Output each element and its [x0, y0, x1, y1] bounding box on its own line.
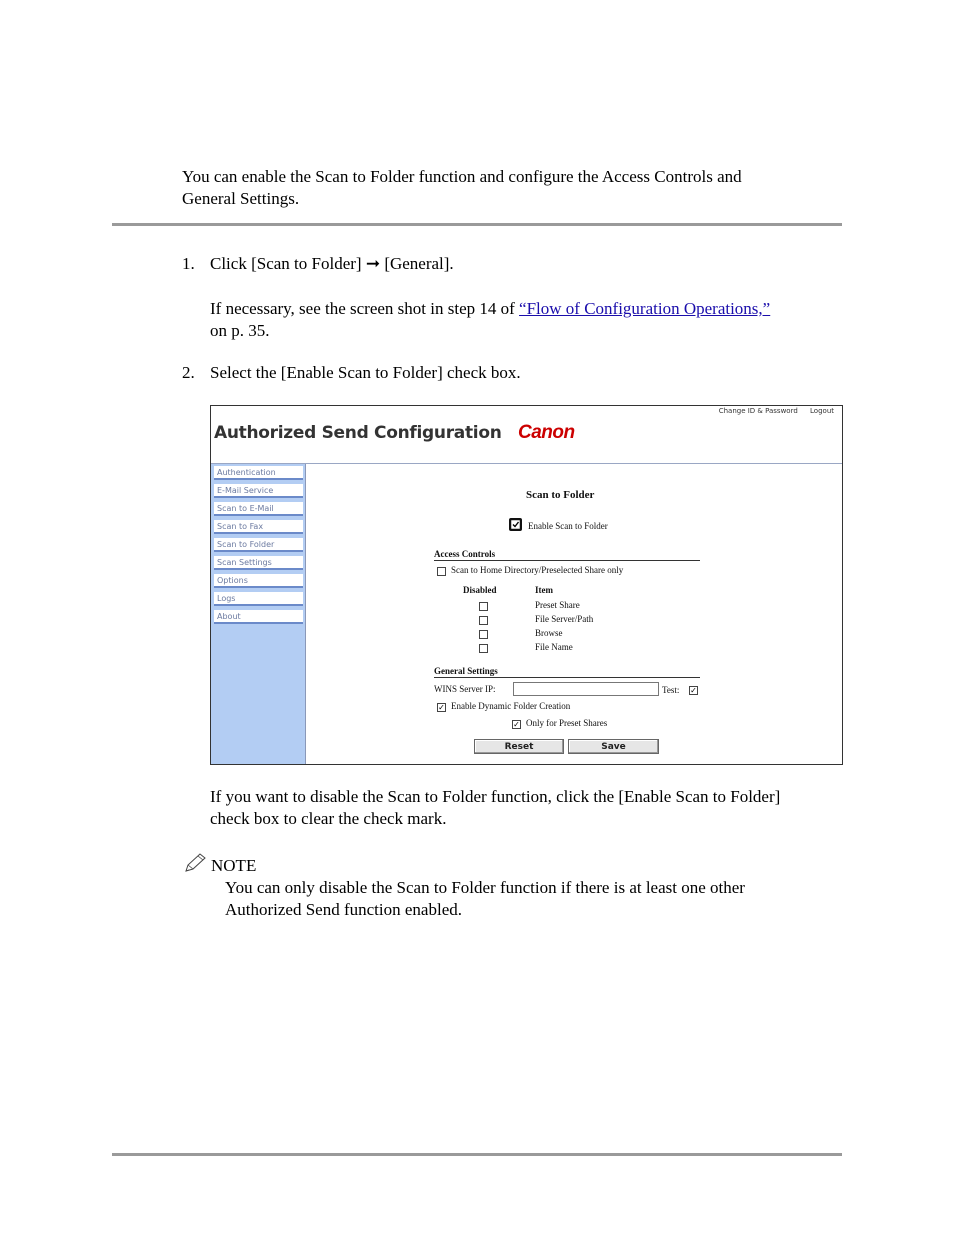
scan-home-label: Scan to Home Directory/Preselected Share only — [451, 565, 624, 575]
sidebar-item-authentication[interactable]: Authentication — [214, 466, 303, 480]
top-rule — [112, 223, 842, 226]
test-label: Test: — [662, 685, 680, 695]
main-content — [306, 464, 842, 764]
access-controls-divider — [434, 560, 700, 561]
intro-line-1: You can enable the Scan to Folder function and configure the Access Controls and — [182, 167, 742, 186]
reset-button[interactable]: Reset — [474, 739, 564, 754]
general-settings-divider — [434, 677, 700, 678]
app-title: Authorized Send Configuration — [214, 423, 502, 443]
step1-text-post: [General]. — [380, 254, 454, 273]
dynamic-folder-label: Enable Dynamic Folder Creation — [451, 701, 571, 711]
preset-only-checkbox[interactable]: ✓ — [513, 720, 520, 729]
canon-logo: Canon — [518, 422, 575, 443]
arrow-icon: ➞ — [365, 254, 381, 273]
sidebar-item-about[interactable]: About — [214, 610, 303, 624]
sidebar-item-scan-to-fax[interactable]: Scan to Fax — [214, 520, 303, 534]
note-heading: NOTE — [211, 856, 257, 875]
wins-label: WINS Server IP: — [434, 684, 496, 694]
after-line-1: If you want to disable the Scan to Folder function, click the [Enable Scan to Folder] — [210, 787, 781, 806]
preset-only-label: Only for Preset Shares — [526, 718, 608, 728]
step1-sub-line — [210, 298, 770, 320]
enable-scan-label: Enable Scan to Folder — [528, 521, 608, 531]
page-heading: Scan to Folder — [526, 489, 595, 501]
step1-text — [210, 253, 454, 275]
sidebar-item-scan-to-email[interactable]: Scan to E-Mail — [214, 502, 303, 516]
disable-preset-share-checkbox[interactable] — [479, 602, 488, 611]
scan-home-checkbox[interactable] — [437, 567, 446, 576]
step1-text-pre: Click [Scan to Folder] — [210, 254, 366, 273]
disable-browse-checkbox[interactable] — [479, 630, 488, 639]
item-browse: Browse — [535, 628, 563, 638]
sidebar-item-scan-to-folder[interactable]: Scan to Folder — [214, 538, 303, 552]
item-file-name: File Name — [535, 642, 573, 652]
change-id-password-link[interactable]: Change ID & Password — [718, 407, 798, 415]
config-screenshot — [210, 405, 843, 765]
save-button[interactable]: Save — [568, 739, 659, 754]
item-file-server-path: File Server/Path — [535, 614, 594, 624]
sidebar-item-scan-settings[interactable]: Scan Settings — [214, 556, 303, 570]
step1-sub-pre: If necessary, see the screen shot in step 14 of — [210, 299, 520, 318]
sidebar — [211, 464, 306, 764]
general-settings-heading: General Settings — [434, 666, 498, 676]
pencil-icon — [184, 853, 208, 873]
test-checkbox[interactable]: ✓ — [690, 686, 697, 695]
sidebar-item-email-service[interactable]: E-Mail Service — [214, 484, 303, 498]
wins-server-ip-input[interactable] — [513, 682, 659, 696]
access-controls-heading: Access Controls — [434, 549, 496, 559]
checkmark-icon — [509, 518, 522, 531]
logout-link[interactable]: Logout — [810, 407, 834, 415]
enable-scan-checkbox[interactable] — [509, 518, 522, 531]
bottom-rule — [112, 1153, 842, 1156]
flow-config-link[interactable]: “Flow of Configuration Operations,” — [519, 299, 771, 318]
disable-file-server-checkbox[interactable] — [479, 616, 488, 625]
note-line-2: Authorized Send function enabled. — [225, 900, 462, 919]
step2-text: Select the [Enable Scan to Folder] check box. — [210, 363, 521, 382]
intro-line-2: General Settings. — [182, 189, 300, 208]
step1-number: 1. — [182, 254, 195, 273]
dynamic-folder-checkbox[interactable]: ✓ — [438, 703, 445, 712]
after-line-2: check box to clear the check mark. — [210, 809, 447, 828]
note-line-1: You can only disable the Scan to Folder function if there is at least one other — [225, 878, 745, 897]
sidebar-item-logs[interactable]: Logs — [214, 592, 303, 606]
col-disabled-header: Disabled — [463, 585, 497, 595]
top-links — [709, 407, 834, 415]
step1-sub-post: on p. 35. — [210, 321, 270, 340]
item-preset-share: Preset Share — [535, 600, 580, 610]
col-item-header: Item — [535, 585, 553, 595]
sidebar-item-options[interactable]: Options — [214, 574, 303, 588]
step2-number: 2. — [182, 363, 195, 382]
disable-file-name-checkbox[interactable] — [479, 644, 488, 653]
